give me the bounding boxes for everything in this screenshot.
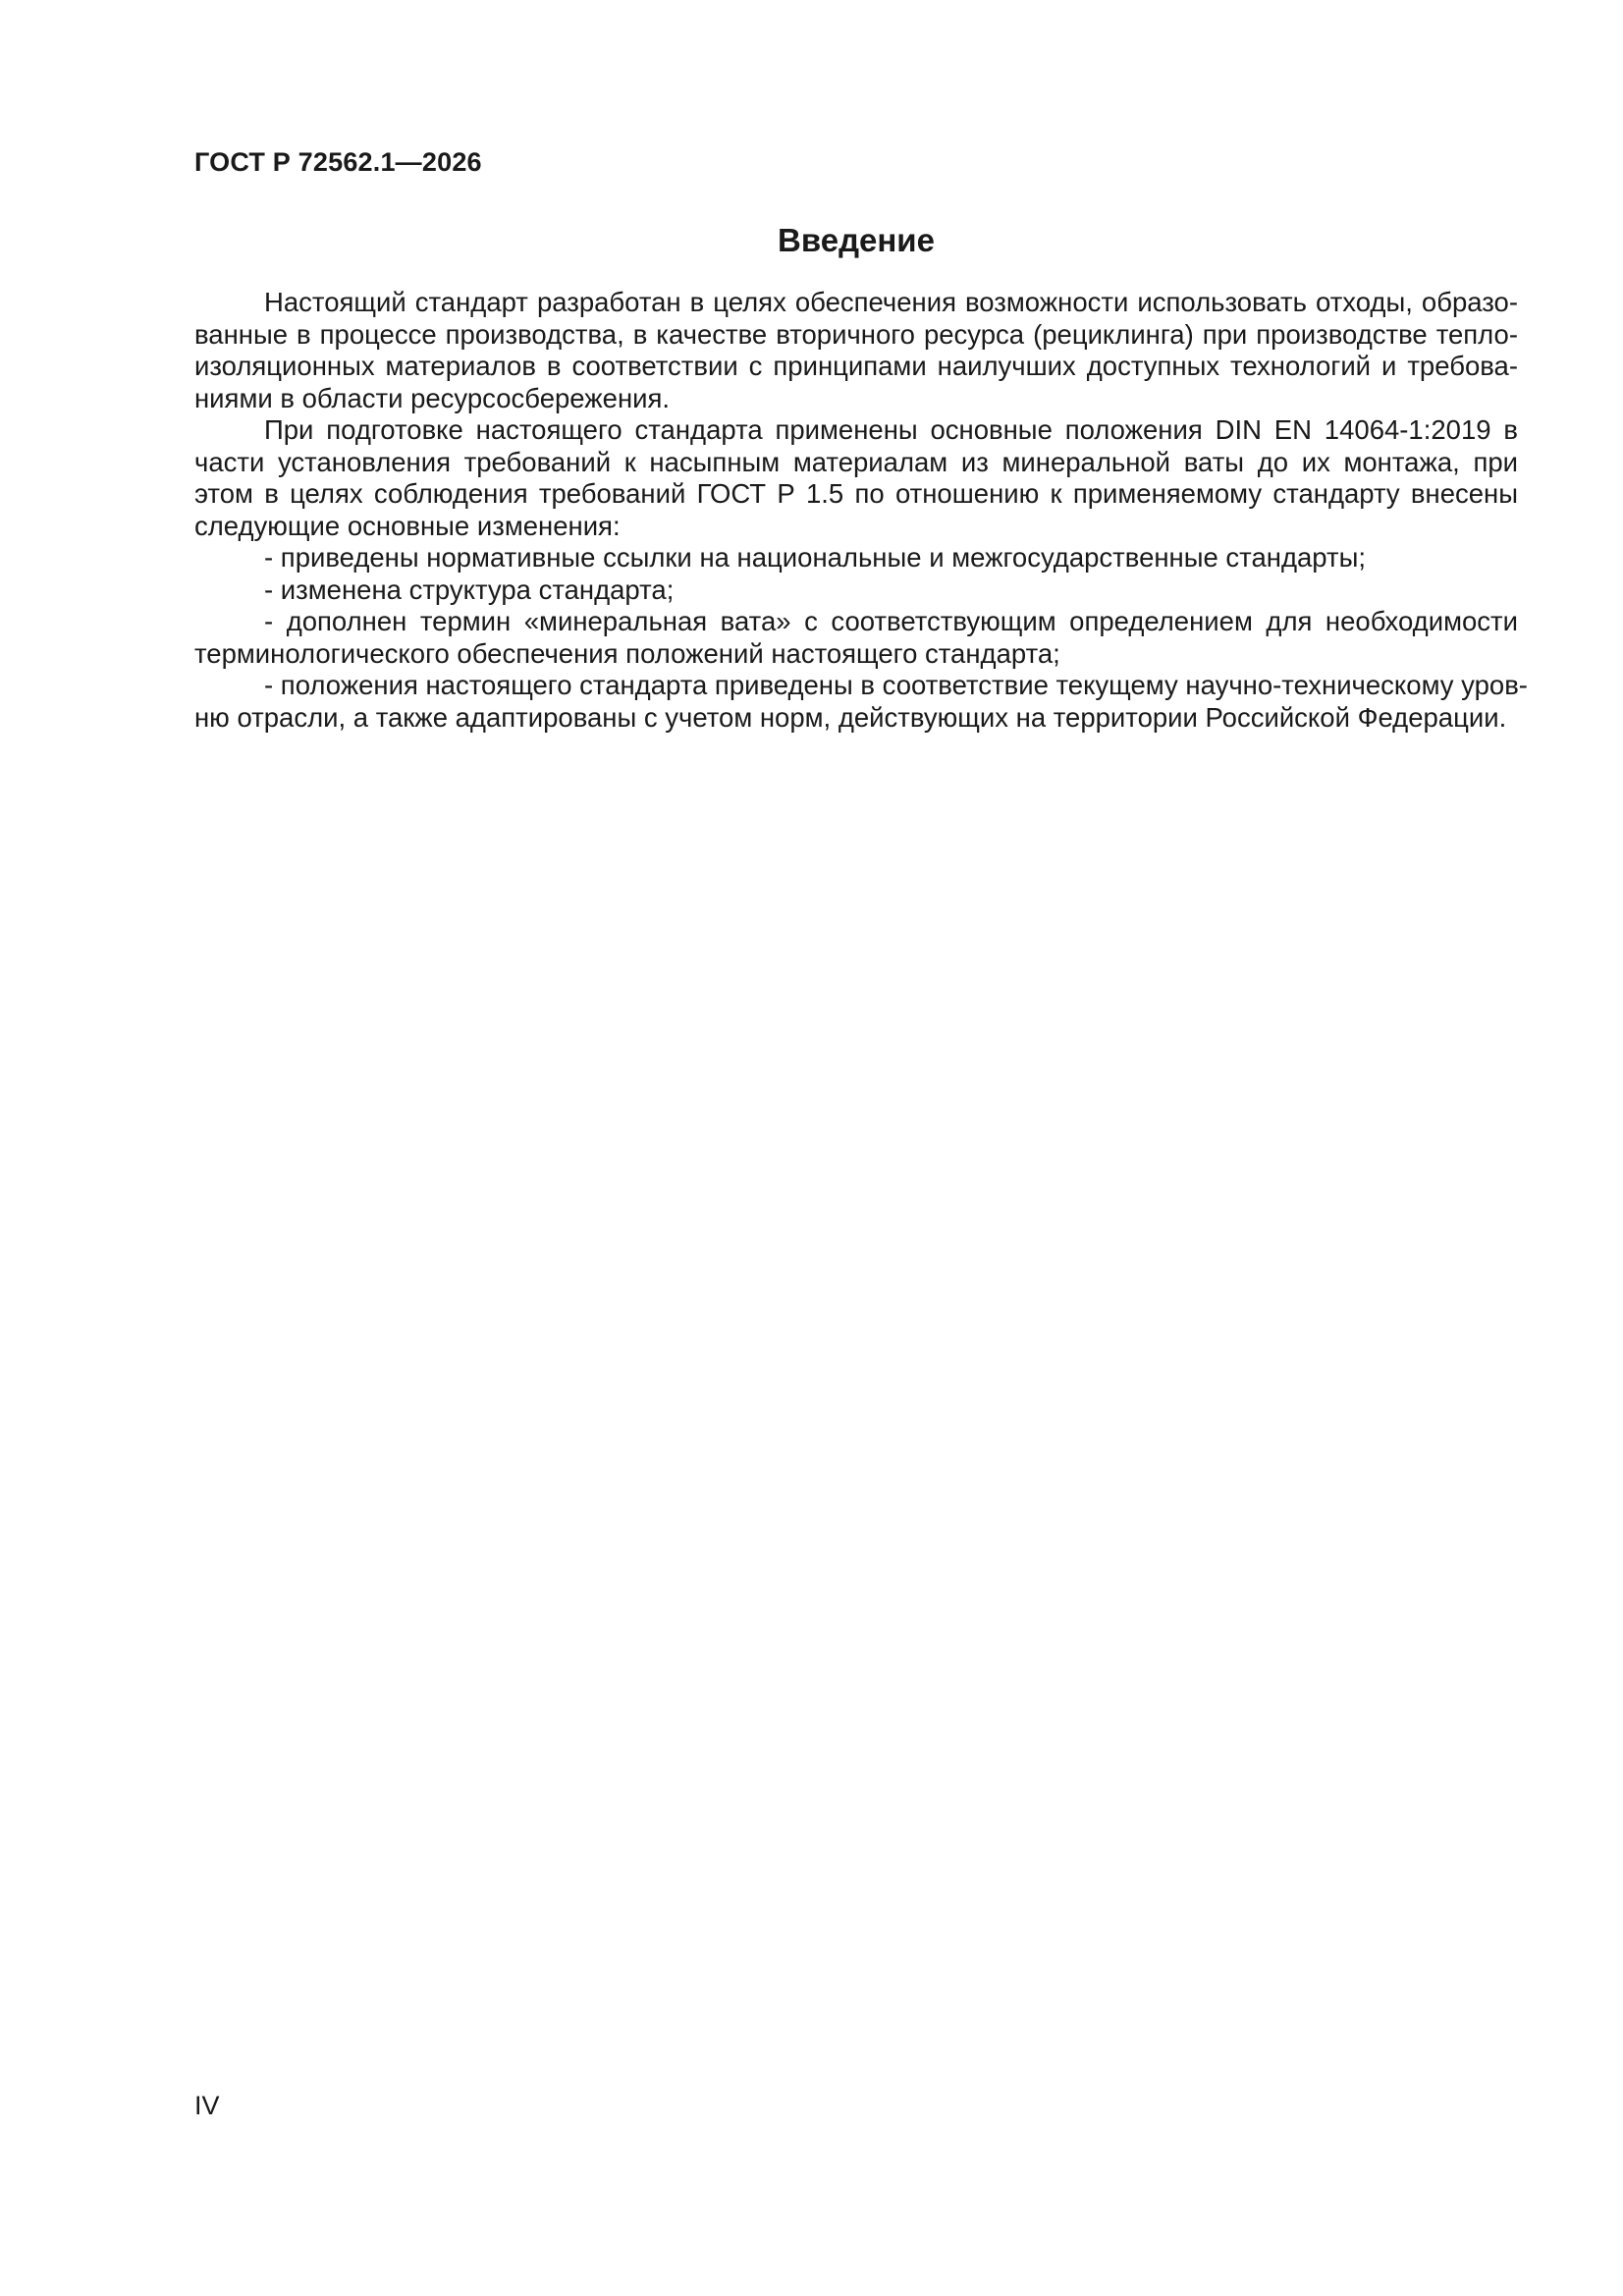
text-line: Настоящий стандарт разработан в целях обеспечения возможности использовать отходы, образо- [264,287,1518,317]
page-number: IV [194,2091,220,2120]
text-line: следующие основные изменения: [194,510,621,541]
text-line: части установления требований к насыпным материалам из минеральной ваты до их монтажа, при [194,446,1518,477]
body-text [194,287,1528,734]
list-item: - положения настоящего стандарта приведены в соответствие текущему научно-техническому уров- [264,670,1528,700]
text-line: изоляционных материалов в соответствии с принципами наилучших доступных технологий и требова- [194,351,1518,381]
text-line: При подготовке настоящего стандарта применены основные положения DIN EN 14064-1:2019 в [264,414,1518,445]
text-line: ниями в области ресурсосбережения. [194,382,671,413]
list-item: - приведены нормативные ссылки на национальные и межгосударственные стандарты; [264,542,1366,573]
section-title: Введение [778,222,935,258]
text-line: терминологического обеспечения положений настоящего стандарта; [194,637,1060,669]
list-item: - изменена структура стандарта; [264,574,675,605]
text-line: ванные в процессе производства, в качестве вторичного ресурса (рециклинга) при производстве тепло- [194,318,1518,350]
text-line: этом в целях соблюдения требований ГОСТ Р 1.5 по отношению к применяемому стандарту внесены [194,478,1518,509]
document-designation: ГОСТ Р 72562.1—2026 [194,147,482,177]
list-item: - дополнен термин «минеральная вата» с соответствующим определением для необходимости [264,606,1518,636]
text-line: ню отрасли, а также адаптированы с учетом норм, действующих на территории Российской Федерации. [194,701,1507,733]
